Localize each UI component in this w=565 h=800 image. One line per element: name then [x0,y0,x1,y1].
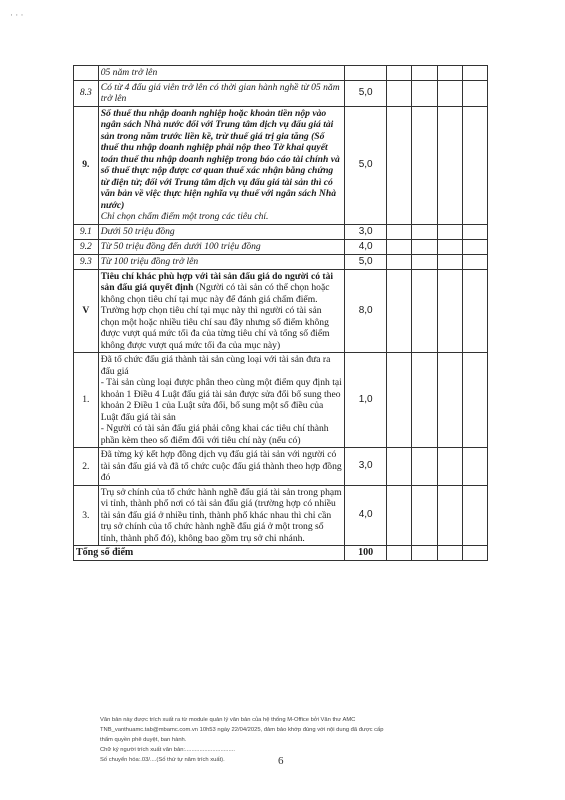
row-score: 8,0 [345,269,387,353]
row-description: Từ 100 triệu đồng trở lên [98,254,344,269]
empty-cell [412,448,437,486]
table-row [74,239,488,254]
row-line: Đã tổ chức đấu giá thành tài sản cùng loại với tài sản đưa ra đấu giá [100,354,331,377]
row-number: 1. [74,353,99,448]
total-row [74,546,488,561]
row-description [98,106,344,224]
empty-cell [412,239,437,254]
empty-cell [462,66,487,81]
empty-cell [462,80,487,106]
empty-cell [412,80,437,106]
row-title: Số thuế thu nhập doanh nghiệp hoặc khoản tiền nộp vào ngân sách Nhà nước đối với Trung tâm dịch vụ đấu giá tài sản trong năm trước liền kề, trừ thuế giá trị gia tăng (Số thuế thu nhập doanh nghiệp phải nộp theo Tờ khai quyết toán thuế thu nhập doanh nghiệp trong báo cáo tài chính và số thuế thực nộp được cơ quan thuế xác nhận bằng chứng từ điện tử; đối với Trung tâm dịch vụ đấu giá tài sản thì có văn bản về việc thực hiện nghĩa vụ thuế với ngân sách Nhà nước) [100,107,340,211]
footer-line: thẩm quyền phê duyệt, ban hành. [100,737,187,743]
empty-cell [437,448,462,486]
footer-line: Số chuyển hóa:.03/....(Số thứ tự năm trích xuất). [100,757,225,763]
table-row [74,224,488,239]
row-number: 2. [74,448,99,486]
empty-cell [462,448,487,486]
empty-cell [387,106,412,224]
empty-cell [412,353,437,448]
extraction-footer [100,715,480,765]
empty-cell [387,546,412,561]
row-number: 3. [74,485,99,546]
empty-cell [387,254,412,269]
table-row [74,106,488,224]
empty-cell [462,239,487,254]
empty-cell [387,239,412,254]
empty-cell [462,106,487,224]
row-description: Đã từng ký kết hợp đồng dịch vụ đấu giá tài sản với người có tài sản đấu giá và đã tổ chức cuộc đấu giá thành theo hợp đồng đó [98,448,344,486]
row-number [74,66,99,81]
empty-cell [412,546,437,561]
empty-cell [462,546,487,561]
row-description: Từ 50 triệu đồng đến dưới 100 triệu đồng [98,239,344,254]
row-line: - Tài sản cùng loại được phân theo cùng một điểm quy định tại khoản 1 Điều 4 Luật đấu giá tài sản được sửa đổi bổ sung theo khoản 2 Điều 1 của Luật sửa đổi, bổ sung một số điều của Luật đấu giá tài sản [100,377,342,423]
row-number: 9.3 [74,254,99,269]
row-title: Tiêu chí khác phù hợp với tài sản đấu giá do người có tài sản đấu giá quyết định [100,270,334,293]
empty-cell [387,80,412,106]
corner-marks: · · · [10,10,24,20]
row-number: 9. [74,106,99,224]
table-row [74,353,488,448]
empty-cell [412,269,437,353]
row-number: V [74,269,99,353]
empty-cell [387,353,412,448]
empty-cell [462,224,487,239]
empty-cell [387,224,412,239]
row-score: 5,0 [345,106,387,224]
row-score: 3,0 [345,448,387,486]
row-description: Trụ sở chính của tổ chức hành nghề đấu giá tài sản trong phạm vi tỉnh, thành phố nơi có tài sản đấu giá (trường hợp có nhiều tài sản đấu giá ở nhiều tỉnh, thành phố khác nhau thì chỉ cần trụ sở chính của tổ chức hành nghề đấu giá ở một trong số tỉnh, thành phố đó), không bao gồm trụ sở chi nhánh. [98,485,344,546]
empty-cell [437,269,462,353]
footer-line: Văn bản này được trích xuất ra từ module quản lý văn bản của hệ thống M-Office bởi Văn thư AMC [100,717,356,723]
row-note: (Người có tài sản có thể chọn hoặc không chọn tiêu chí tại mục này để đánh giá chấm điểm. Trường hợp chọn tiêu chí tại mục này thì người có tài sản chọn một hoặc nhiều tiêu chí sau đây nhưng số điểm không được vượt quá mức tối đa của từng tiêu chí và tổng số điểm không được vượt quá mức tối đa của mục này) [100,282,330,351]
row-description [98,353,344,448]
table-row [74,80,488,106]
empty-cell [412,254,437,269]
empty-cell [437,106,462,224]
table-row [74,485,488,546]
empty-cell [412,224,437,239]
empty-cell [437,224,462,239]
empty-cell [462,254,487,269]
row-description: Dưới 50 triệu đồng [98,224,344,239]
row-number: 9.2 [74,239,99,254]
row-number: 8.3 [74,80,99,106]
criteria-table [73,65,488,561]
empty-cell [387,66,412,81]
empty-cell [387,485,412,546]
table-row [74,269,488,353]
empty-cell [462,485,487,546]
empty-cell [412,66,437,81]
empty-cell [387,448,412,486]
footer-line: Chữ ký người trích xuất văn bản:............................... [100,747,235,753]
empty-cell [437,239,462,254]
table-row [74,448,488,486]
row-description: 05 năm trở lên [98,66,344,81]
total-score: 100 [345,546,387,561]
row-score: 5,0 [345,80,387,106]
empty-cell [437,80,462,106]
row-score: 4,0 [345,239,387,254]
row-description: Có từ 4 đấu giá viên trở lên có thời gian hành nghề từ 05 năm trở lên [98,80,344,106]
total-label: Tổng số điểm [74,546,345,561]
empty-cell [462,353,487,448]
empty-cell [437,254,462,269]
row-note: Chỉ chọn chấm điểm một trong các tiêu chí. [100,211,269,222]
empty-cell [412,485,437,546]
table-row [74,66,488,81]
row-line: - Người có tài sản đấu giá phải công khai các tiêu chí thành phần kèm theo số điểm đối với tiêu chí này (nếu có) [100,423,329,446]
empty-cell [387,269,412,353]
row-score: 3,0 [345,224,387,239]
empty-cell [437,66,462,81]
row-score: 4,0 [345,485,387,546]
row-score [345,66,387,81]
row-number: 9.1 [74,224,99,239]
footer-line: TNB_vanthuamc.tab@mbamc.com.vn 10h53 ngày 22/04/2025, đảm bảo khớp đúng với nội dung đã được cấp [100,727,384,733]
empty-cell [437,353,462,448]
empty-cell [412,106,437,224]
empty-cell [462,269,487,353]
table-row [74,254,488,269]
empty-cell [437,485,462,546]
empty-cell [437,546,462,561]
row-description [98,269,344,353]
page-number: 6 [278,755,284,767]
row-score: 1,0 [345,353,387,448]
row-score: 5,0 [345,254,387,269]
